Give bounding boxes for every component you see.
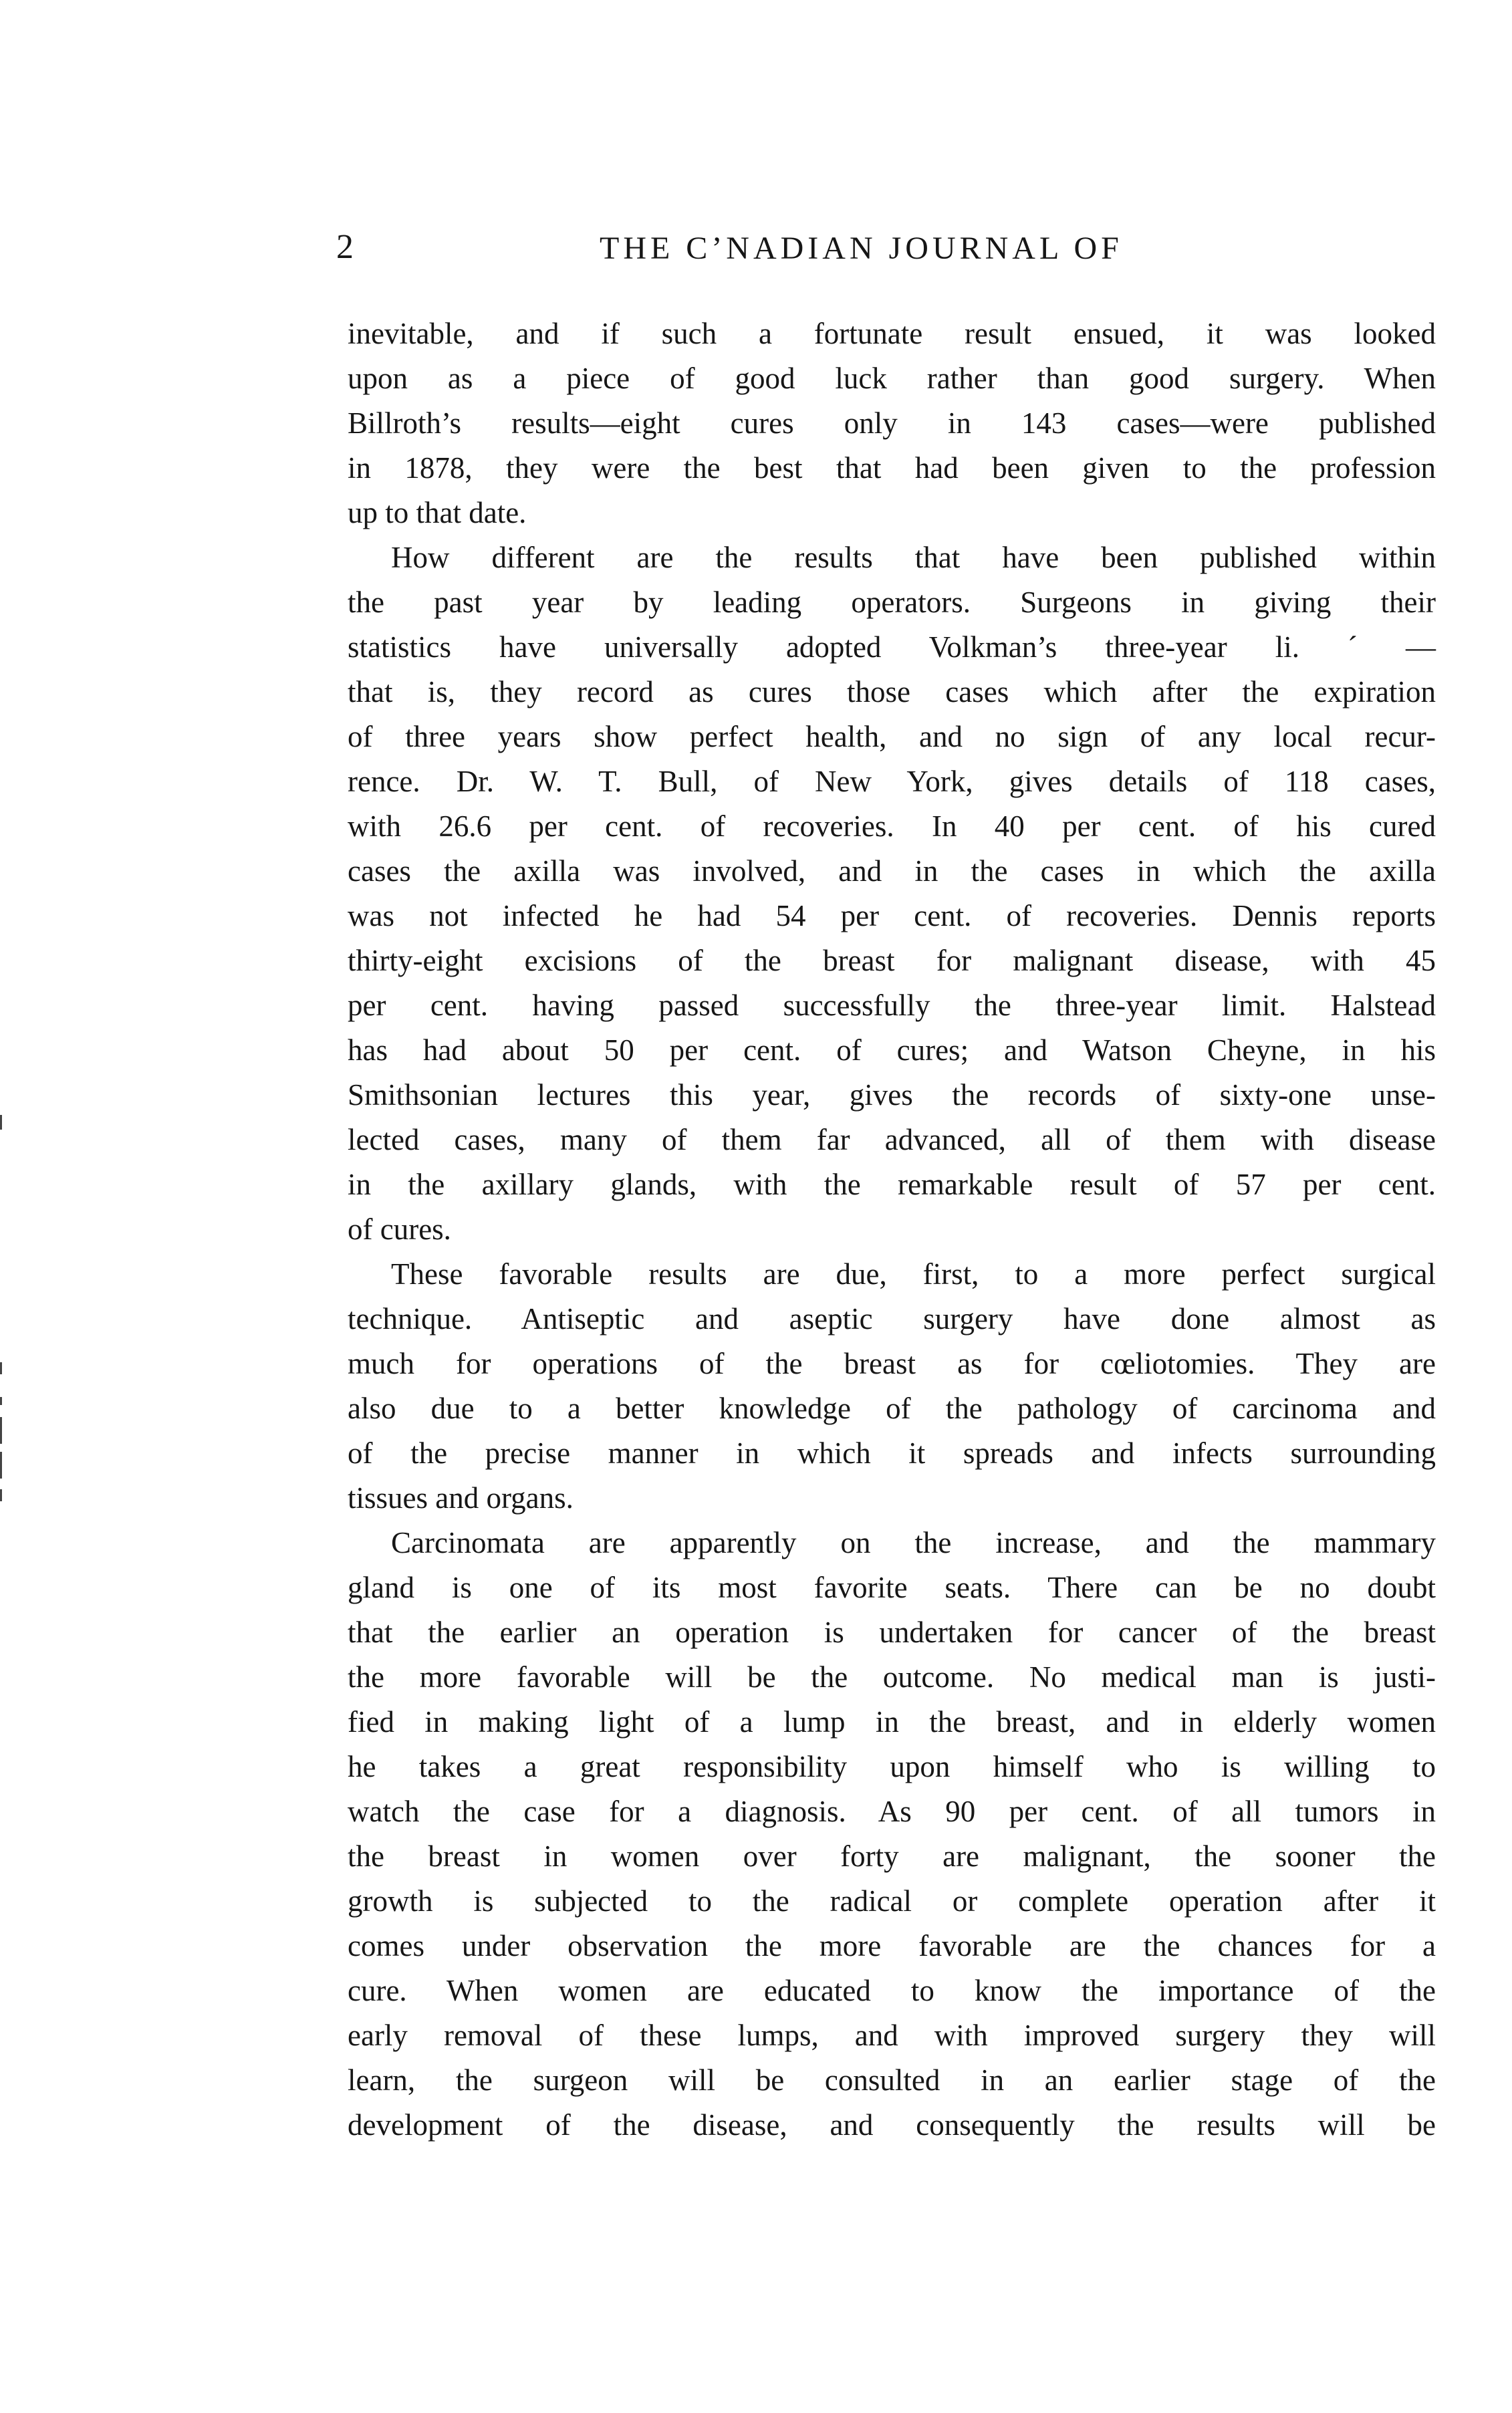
- margin-mark: [0, 1362, 2, 1374]
- text-line: thirty-eight excisions of the breast for malignant disease, with 45: [348, 944, 1436, 977]
- text-line: gland is one of its most favorite seats. There can be no doubt: [348, 1571, 1436, 1604]
- text-line: also due to a better knowledge of the pathology of carcinoma and: [348, 1392, 1436, 1425]
- text-line: tissues and organs.: [348, 1481, 574, 1515]
- text-line: Billroth’s results—eight cures only in 143 cases—were published: [348, 406, 1436, 440]
- text-line: upon as a piece of good luck rather than good surgery. When: [348, 362, 1436, 395]
- text-line: fied in making light of a lump in the breast, and in elderly women: [348, 1705, 1436, 1739]
- text-line: rence. Dr. W. T. Bull, of New York, gives details of 118 cases,: [348, 765, 1436, 798]
- text-line: with 26.6 per cent. of recoveries. In 40 per cent. of his cured: [348, 809, 1436, 843]
- running-head: THE C’NADIAN JOURNAL OF: [600, 231, 1123, 266]
- text-line: early removal of these lumps, and with improved surgery they will: [348, 2019, 1436, 2052]
- text-line: These favorable results are due, first, to a more perfect surgical: [391, 1257, 1436, 1291]
- text-line: that the earlier an operation is undertaken for cancer of the breast: [348, 1616, 1436, 1649]
- margin-mark: [0, 1397, 2, 1405]
- text-line: the more favorable will be the outcome. No medical man is justi-: [348, 1660, 1436, 1694]
- text-line: that is, they record as cures those cases which after the expiration: [348, 675, 1436, 709]
- text-line: the past year by leading operators. Surgeons in giving their: [348, 586, 1436, 619]
- text-line: learn, the surgeon will be consulted in an earlier stage of the: [348, 2063, 1436, 2097]
- margin-mark: [0, 1417, 2, 1444]
- text-line: cases the axilla was involved, and in the cases in which the axilla: [348, 854, 1436, 888]
- margin-mark: [0, 1115, 2, 1130]
- text-line: in 1878, they were the best that had been given to the profession: [348, 451, 1436, 485]
- text-line: has had about 50 per cent. of cures; and Watson Cheyne, in his: [348, 1033, 1436, 1067]
- text-line: of cures.: [348, 1213, 451, 1246]
- text-line: cure. When women are educated to know the importance of the: [348, 1974, 1436, 2007]
- text-line: Carcinomata are apparently on the increase, and the mammary: [391, 1526, 1436, 1559]
- margin-mark: [0, 1489, 2, 1501]
- text-line: he takes a great responsibility upon himself who is willing to: [348, 1750, 1436, 1783]
- page-number: 2: [336, 228, 354, 266]
- text-line: comes under observation the more favorable are the chances for a: [348, 1929, 1436, 1962]
- text-line: of the precise manner in which it spreads and infects surrounding: [348, 1436, 1436, 1470]
- text-line: the breast in women over forty are malignant, the sooner the: [348, 1839, 1436, 1873]
- text-line: lected cases, many of them far advanced, all of them with disease: [348, 1123, 1436, 1156]
- text-line: Smithsonian lectures this year, gives the records of sixty-one unse-: [348, 1078, 1436, 1112]
- text-line: up to that date.: [348, 496, 527, 529]
- text-line: statistics have universally adopted Volkman’s three-year li. ´ —: [348, 630, 1436, 664]
- text-line: development of the disease, and consequently the results will be: [348, 2108, 1436, 2142]
- text-line: How different are the results that have been published within: [391, 541, 1436, 574]
- text-line: much for operations of the breast as for cœliotomies. They are: [348, 1347, 1436, 1380]
- text-line: inevitable, and if such a fortunate result ensued, it was looked: [348, 317, 1436, 350]
- text-line: technique. Antiseptic and aseptic surgery have done almost as: [348, 1302, 1436, 1336]
- text-line: was not infected he had 54 per cent. of recoveries. Dennis reports: [348, 899, 1436, 932]
- text-line: of three years show perfect health, and no sign of any local recur-: [348, 720, 1436, 753]
- text-line: watch the case for a diagnosis. As 90 per cent. of all tumors in: [348, 1795, 1436, 1828]
- text-line: per cent. having passed successfully the three-year limit. Halstead: [348, 989, 1436, 1022]
- text-line: in the axillary glands, with the remarkable result of 57 per cent.: [348, 1168, 1436, 1201]
- margin-mark: [0, 1452, 2, 1479]
- text-line: growth is subjected to the radical or complete operation after it: [348, 1884, 1436, 1918]
